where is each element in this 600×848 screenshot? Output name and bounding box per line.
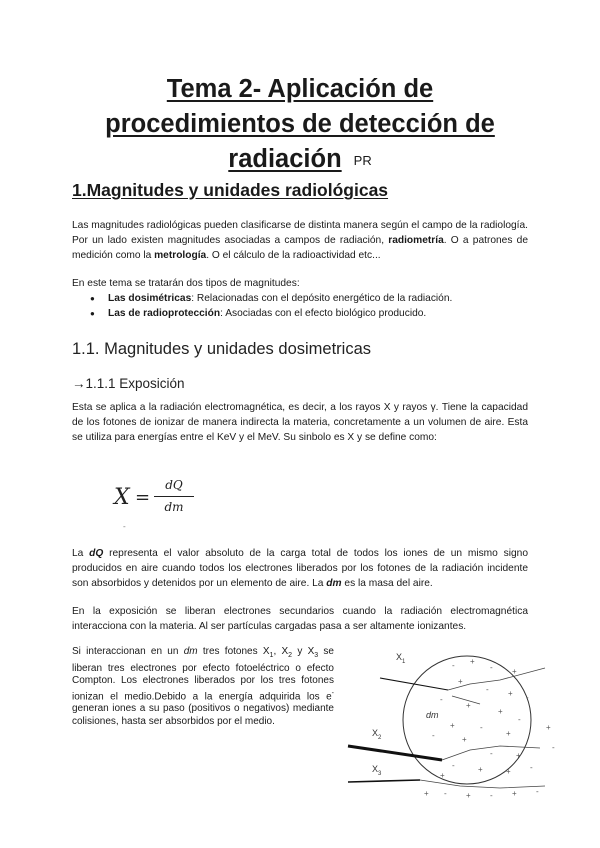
label-x3: $X_3$	[372, 764, 382, 777]
photon-x3-line	[348, 780, 420, 782]
types-intro: En este tema se tratarán dos tipos de magnitudes:	[72, 278, 300, 289]
svg-text:+: +	[512, 667, 517, 676]
svg-text:-: -	[490, 749, 493, 758]
svg-text:+: +	[440, 771, 445, 780]
interaction-text-6: generan iones a su paso (positivos o negativos) mediante colisiones, hasta ser absorbidos por el medio.	[72, 703, 334, 727]
intro-bold-metrologia: metrología	[154, 250, 207, 261]
ion-marks	[424, 657, 555, 800]
intro-text-1: Las magnitudes radiológicas pueden clasificarse de distinta manera según el campo de la radiología. Por un lado existen magnitudes asociadas a campos de radiación,	[72, 220, 528, 246]
dq-variable: dQ	[89, 548, 104, 559]
svg-text:+: +	[458, 677, 463, 686]
label-x2: $X_2$	[372, 728, 382, 741]
svg-text:+: +	[546, 723, 551, 732]
bullet-text: : Asociadas con el efecto biológico producido.	[220, 308, 427, 319]
electron-3-path	[420, 780, 545, 788]
exposure-definition: Esta se aplica a la radiación electromagnética, es decir, a los rayos X y rayos γ. Tiene la capacidad de los fotones de ionizar de manera indirecta la materia, concretamente a un volumen de aire. Esta se utiliza para energías entre el KeV y el MeV. Su sinbolo es X y se define como:	[72, 402, 528, 443]
svg-text:-: -	[552, 743, 555, 752]
magnitude-types-list	[90, 291, 530, 321]
svg-text:+: +	[462, 735, 467, 744]
interaction-text-2: tres fotones X	[197, 646, 270, 657]
interaction-paragraph	[72, 646, 334, 728]
bullet-bold: Las dosimétricas	[108, 293, 192, 304]
svg-text:+: +	[516, 751, 521, 760]
svg-text:-: -	[444, 789, 447, 798]
title-tag: PR	[353, 153, 372, 168]
formula-fraction	[154, 478, 194, 514]
title-line-1: Tema 2- Aplicación de	[166, 75, 434, 103]
formula-mark: -	[123, 522, 126, 531]
intro-text-3: . O el cálculo de la radioactividad etc...	[206, 250, 381, 261]
svg-text:-: -	[490, 791, 493, 800]
svg-text:+: +	[466, 791, 471, 800]
secondary-electrons-paragraph: En la exposición se liberan electrones secundarios cuando la radiación electromagnética interacciona con la materia. Al ser partículas cargadas pasa a ser altamente ionizantes.	[72, 606, 528, 632]
photon-x2-line	[348, 746, 442, 760]
dq-text-1: La	[72, 548, 90, 559]
photon-x1-line	[380, 678, 448, 690]
dq-paragraph	[72, 546, 528, 591]
interaction-text-3: , X	[273, 646, 289, 657]
svg-text:-: -	[490, 663, 493, 672]
svg-text:+: +	[506, 729, 511, 738]
formula-symbol: X	[114, 485, 130, 510]
svg-text:+: +	[424, 789, 429, 798]
svg-text:+: +	[470, 657, 475, 666]
ionization-diagram	[340, 638, 580, 808]
section-1-1-heading: 1.1. Magnitudes y unidades dosimetricas	[72, 340, 371, 358]
title-line-3-text: radiación	[228, 145, 342, 173]
dq-text-3: es la masa del aire.	[341, 578, 433, 589]
title-line-2: procedimientos de detección de	[105, 110, 495, 138]
svg-text:+: +	[478, 765, 483, 774]
label-x1: $X_1$	[396, 652, 406, 665]
interaction-text-1: Si interaccionan en un	[72, 646, 184, 657]
formula-equals: =	[135, 487, 151, 508]
formula-numerator: dQ	[165, 478, 183, 492]
intro-text-2: . O a patrones de medición como la	[72, 235, 528, 261]
formula-denominator: dm	[164, 500, 184, 514]
interaction-text-4: y X	[292, 646, 315, 657]
svg-text:+: +	[508, 689, 513, 698]
svg-text:+: +	[512, 789, 517, 798]
section-1-heading: 1.Magnitudes y unidades radiológicas	[72, 180, 389, 200]
list-item	[90, 306, 530, 321]
superscript-minus: -	[331, 689, 334, 697]
svg-text:-: -	[452, 661, 455, 670]
document-title	[40, 72, 560, 178]
svg-text:-: -	[440, 695, 443, 704]
subscript-1: 1	[269, 652, 274, 659]
svg-text:+: +	[466, 701, 471, 710]
svg-text:-: -	[518, 715, 521, 724]
svg-text:-: -	[452, 761, 455, 770]
subscript-3: 3	[314, 652, 319, 659]
subscript-2: 2	[288, 652, 293, 659]
svg-text:+: +	[450, 721, 455, 730]
svg-text:-: -	[432, 731, 435, 740]
title-line-3	[40, 142, 560, 178]
bullet-bold: Las de radioprotección	[108, 308, 221, 319]
svg-text:+: +	[498, 707, 503, 716]
svg-text:-: -	[536, 787, 539, 796]
intro-bold-radiometria: radiometría	[388, 235, 444, 246]
interaction-dm: dm	[183, 646, 198, 657]
dm-variable: dm	[326, 578, 342, 589]
svg-text:-: -	[486, 685, 489, 694]
bullet-text: : Relacionadas con el depósito energético de la radiación.	[191, 293, 453, 304]
svg-text:+: +	[506, 767, 511, 776]
svg-text:-: -	[480, 723, 483, 732]
interaction-text-5: se liberan tres electrones por efecto fotoeléctrico o efecto Compton. Los electrones liberados por los tres fotones ionizan el medio.Debido a la energía adquirida los e	[72, 646, 334, 702]
dq-text-2: representa el valor absoluto de la carga total de todos los iones de un mismo signo producidos en aire cuando todos los electrones liberados por los fotones de la radiación incidente son absorbidos y detenidos por un elemento de aire. La	[72, 548, 528, 589]
section-1-1-1-heading: →1.1.1 Exposición	[72, 376, 185, 391]
intro-paragraph	[72, 218, 528, 263]
svg-text:-: -	[530, 763, 533, 772]
svg-text:-: -	[526, 693, 529, 702]
label-dm: dm	[426, 710, 439, 720]
fraction-bar	[154, 496, 194, 497]
list-item	[90, 291, 530, 306]
